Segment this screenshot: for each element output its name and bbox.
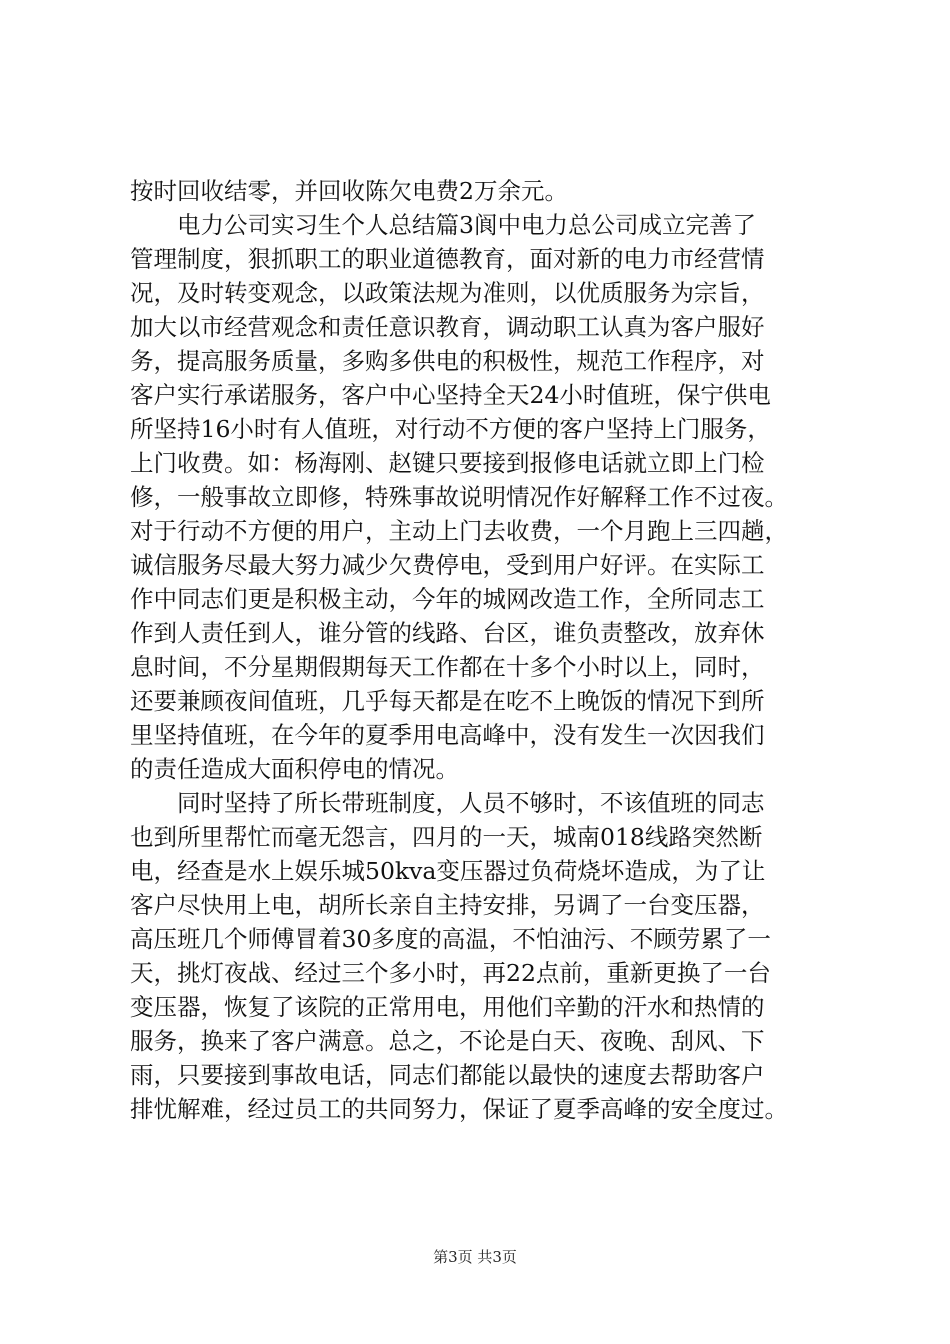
text-line: 对于行动不方便的用户，主动上门去收费，一个月跑上三四趟，	[130, 517, 788, 545]
text-line: 加大以市经营观念和责任意识教育，调动职工认真为客户服好	[130, 313, 765, 341]
text-line: 变压器，恢复了该院的正常用电，用他们辛勤的汗水和热情的	[130, 993, 765, 1021]
text-line: 所坚持16小时有人值班，对行动不方便的客户坚持上门服务，	[130, 415, 771, 443]
text-line: 天，挑灯夜战、经过三个多小时，再22点前，重新更换了一台	[130, 959, 771, 987]
text-line: 修，一般事故立即修，特殊事故说明情况作好解释工作不过夜。	[130, 483, 788, 511]
text-line: 作到人责任到人，谁分管的线路、台区，谁负责整改，放弃休	[130, 619, 765, 647]
text-line: 管理制度，狠抓职工的职业道德教育，面对新的电力市经营情	[130, 245, 765, 273]
text-line: 诚信服务尽最大努力减少欠费停电，受到用户好评。在实际工	[130, 551, 765, 579]
text-line: 服务，换来了客户满意。总之，不论是白天、夜晚、刮风、下	[130, 1027, 765, 1055]
text-line: 电力公司实习生个人总结篇3阆中电力总公司成立完善了	[130, 211, 756, 239]
body-text	[130, 174, 830, 1126]
text-line: 排忧解难，经过员工的共同努力，保证了夏季高峰的安全度过。	[130, 1095, 788, 1123]
text-line: 作中同志们更是积极主动，今年的城网改造工作，全所同志工	[130, 585, 765, 613]
page-footer: 第3页 共3页	[433, 1248, 517, 1266]
text-line: 电，经查是水上娱乐城50kva变压器过负荷烧坏造成，为了让	[130, 857, 766, 885]
text-line: 还要兼顾夜间值班，几乎每天都是在吃不上晚饭的情况下到所	[130, 687, 765, 715]
text-line: 息时间，不分星期假期每天工作都在十多个小时以上，同时，	[130, 653, 765, 681]
text-line: 的责任造成大面积停电的情况。	[130, 755, 459, 783]
text-line: 雨，只要接到事故电话，同志们都能以最快的速度去帮助客户	[130, 1061, 765, 1089]
text-line: 客户尽快用上电，胡所长亲自主持安排，另调了一台变压器，	[130, 891, 765, 919]
text-line: 里坚持值班，在今年的夏季用电高峰中，没有发生一次因我们	[130, 721, 765, 749]
text-line: 也到所里帮忙而毫无怨言，四月的一天，城南018线路突然断	[130, 823, 763, 851]
text-line: 况，及时转变观念，以政策法规为准则，以优质服务为宗旨，	[130, 279, 765, 307]
text-line: 按时回收结零，并回收陈欠电费2万余元。	[130, 177, 568, 205]
text-line: 务，提高服务质量，多购多供电的积极性，规范工作程序，对	[130, 347, 765, 375]
text-line: 客户实行承诺服务，客户中心坚持全天24小时值班，保宁供电	[130, 381, 771, 409]
text-line: 上门收费。如：杨海刚、赵键只要接到报修电话就立即上门检	[130, 449, 765, 477]
text-line: 高压班几个师傅冒着30多度的高温，不怕油污、不顾劳累了一	[130, 925, 771, 953]
text-line: 同时坚持了所长带班制度，人员不够时，不该值班的同志	[130, 789, 765, 817]
